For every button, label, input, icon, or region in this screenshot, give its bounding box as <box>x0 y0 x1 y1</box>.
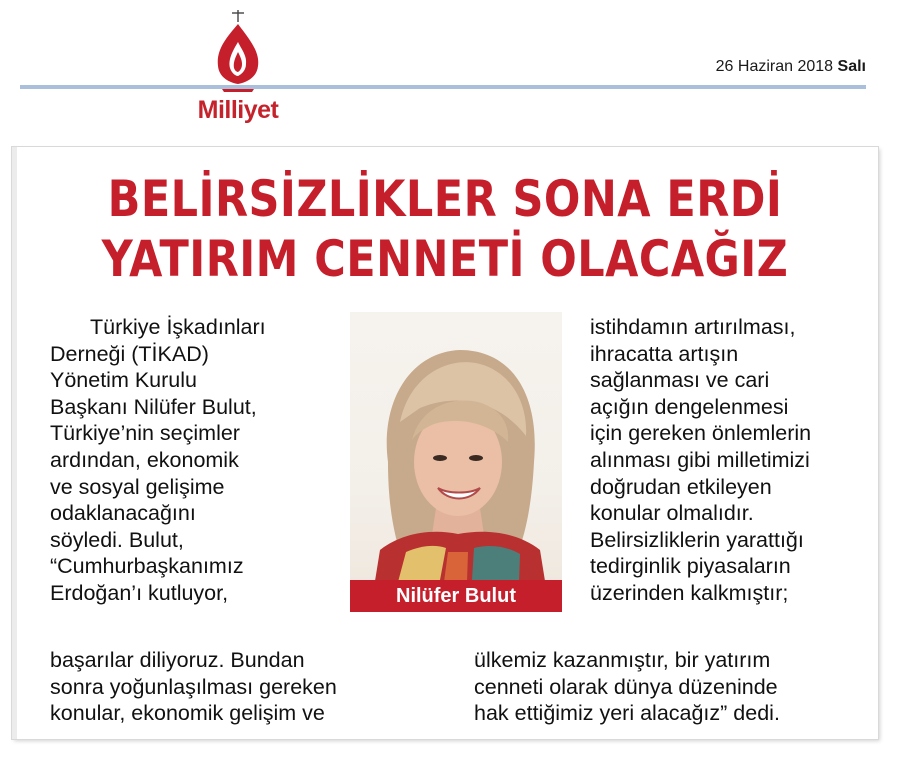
text-line: Başkanı Nilüfer Bulut, <box>50 394 257 419</box>
milliyet-logo <box>186 8 290 124</box>
text-line: konular olmalıdır. <box>590 501 754 526</box>
text-line: için gereken önlemlerin <box>590 421 812 446</box>
portrait-image <box>350 312 562 612</box>
text-line: ve sosyal gelişime <box>50 474 225 499</box>
text-line: odaklanacağını <box>50 501 196 526</box>
clipping-edge <box>12 147 17 739</box>
text-line: sonra yoğunlaşılması gereken <box>50 674 337 699</box>
brand-wordmark: Milliyet <box>197 96 279 124</box>
right-column <box>590 314 811 607</box>
weekday-text: Salı <box>837 58 866 75</box>
article-clipping <box>12 147 878 739</box>
article-headline <box>73 169 818 289</box>
text-line: Türkiye’nin seçimler <box>50 421 240 446</box>
text-line: ardından, ekonomik <box>50 447 239 472</box>
headline-line-1: BELİRSİZLİKLER SONA ERDİ <box>107 170 783 228</box>
text-line: konular, ekonomik gelişim ve <box>50 701 325 726</box>
text-line: Erdoğan’ı kutluyor, <box>50 580 229 605</box>
text-line: doğrudan etkileyen <box>590 474 772 499</box>
text-line: sağlanması ve cari <box>590 368 770 393</box>
text-line: Belirsizliklerin yarattığı <box>590 527 804 552</box>
text-line: ülkemiz kazanmıştır, bir yatırım <box>474 648 771 672</box>
text-line: alınması gibi milletimizi <box>590 447 810 472</box>
text-line: açığın dengelenmesi <box>590 394 789 419</box>
publication-date <box>716 58 866 76</box>
text-line: Türkiye İşkadınları <box>90 315 266 339</box>
text-line: tedirginlik piyasaların <box>590 554 791 579</box>
bottom-right-text <box>474 647 780 727</box>
text-line: söyledi. Bulut, <box>50 527 184 552</box>
photo-caption: Nilüfer Bulut <box>350 580 562 612</box>
text-line: cenneti olarak dünya düzeninde <box>474 674 778 699</box>
date-text: 26 Haziran 2018 <box>715 58 834 75</box>
text-line: üzerinden kalkmıştır; <box>590 580 789 605</box>
headline-line-2: YATIRIM CENNETİ OLACAĞIZ <box>101 230 789 288</box>
portrait-photo <box>350 312 562 612</box>
header-rule <box>20 85 866 89</box>
text-line: başarılar diliyoruz. Bundan <box>50 648 305 672</box>
text-line: istihdamın artırılması, <box>590 315 796 339</box>
bottom-left-text <box>50 647 337 727</box>
left-column <box>50 314 266 607</box>
text-line: “Cumhurbaşkanımız <box>50 554 244 579</box>
text-line: Yönetim Kurulu <box>50 368 197 393</box>
text-line: Derneği (TİKAD) <box>50 341 209 366</box>
text-line: ihracatta artışın <box>590 341 739 366</box>
text-line: hak ettiğimiz yeri alacağız” dedi. <box>474 701 780 726</box>
